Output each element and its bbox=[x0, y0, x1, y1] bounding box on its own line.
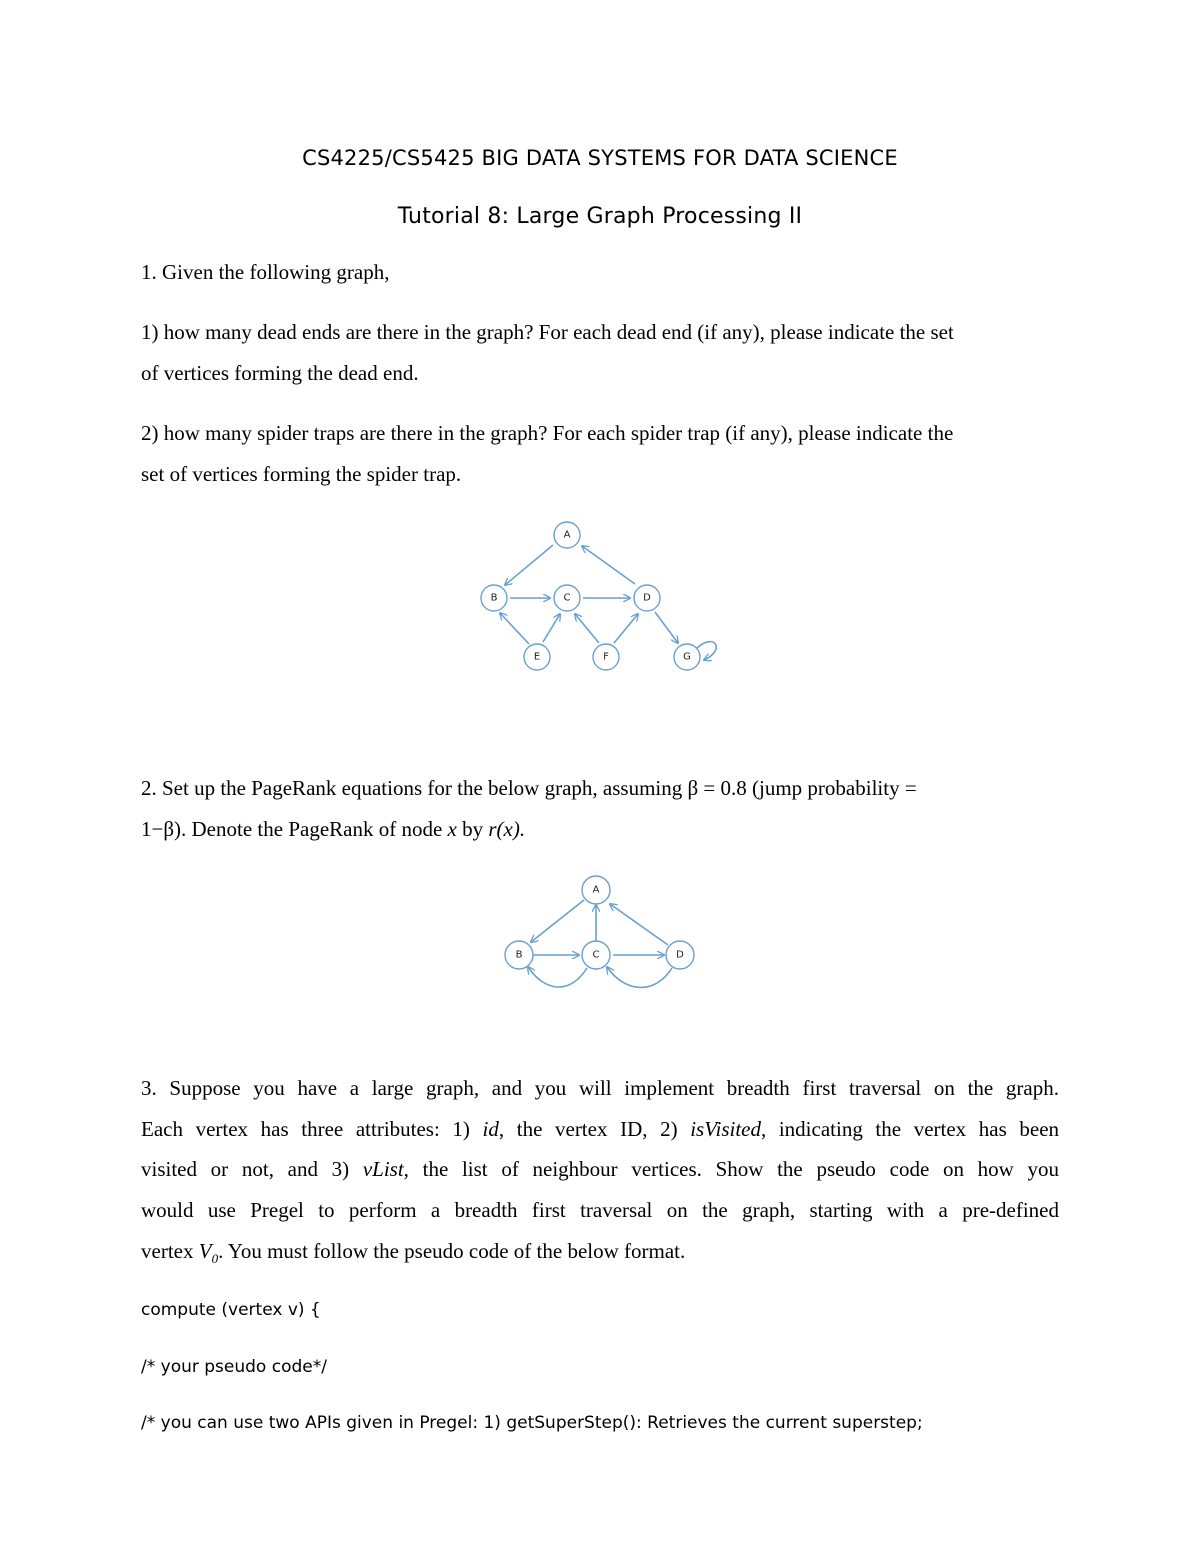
q2-line2: 1−β). Denote the PageRank of node x by r(x). bbox=[141, 817, 526, 841]
q1-part1-line2: of vertices forming the dead end. bbox=[141, 361, 419, 385]
tutorial-title: Tutorial 8: Large Graph Processing II bbox=[397, 204, 803, 229]
q3-line5: vertex $V_0$. You must follow the pseudo code of the below format. bbox=[141, 1239, 686, 1267]
node-d bbox=[634, 585, 660, 611]
edge-d-g bbox=[655, 612, 678, 643]
course-title: CS4225/CS5425 BIG DATA SYSTEMS FOR DATA SCIENCE bbox=[302, 146, 898, 170]
q1-part1-line1: 1) how many dead ends are there in the graph? For each dead end (if any), please indicate the set bbox=[141, 320, 954, 344]
node-b bbox=[481, 585, 507, 611]
svg-text:A: A bbox=[563, 529, 571, 541]
q1-intro: 1. Given the following graph, bbox=[141, 260, 390, 284]
q2-line1: 2. Set up the PageRank equations for the below graph, assuming β = 0.8 (jump probability = bbox=[141, 776, 917, 800]
svg-text:A: A bbox=[592, 884, 600, 896]
edge-c-b bbox=[528, 967, 587, 987]
svg-text:B: B bbox=[490, 592, 498, 604]
edge-d-c bbox=[607, 967, 672, 987]
code-line-1: compute (vertex v) { bbox=[141, 1300, 321, 1320]
q3-line4: would use Pregel to perform a breadth first traversal on the graph, starting with a pre-defined bbox=[141, 1198, 1059, 1222]
q1-part2-line2: set of vertices forming the spider trap. bbox=[141, 462, 462, 486]
q2-graph bbox=[495, 870, 705, 1000]
node-a bbox=[554, 522, 580, 548]
code-line-3: /* you can use two APIs given in Pregel: 1) getSuperStep(): Retrieves the current superstep; bbox=[141, 1413, 923, 1433]
q1-part2-line1: 2) how many spider traps are there in the graph? For each spider trap (if any), please indicate the bbox=[141, 421, 954, 445]
node-f bbox=[593, 644, 619, 670]
node-g bbox=[674, 644, 700, 670]
edge-d-a bbox=[582, 546, 635, 584]
node-a bbox=[582, 876, 610, 904]
svg-text:F: F bbox=[603, 651, 609, 663]
node-c bbox=[554, 585, 580, 611]
edge-f-c bbox=[575, 614, 599, 643]
node-b bbox=[505, 941, 533, 969]
edge-a-b bbox=[505, 545, 553, 585]
node-d bbox=[666, 941, 694, 969]
svg-text:C: C bbox=[592, 949, 600, 961]
q1-graph bbox=[470, 515, 730, 680]
edge-e-b bbox=[500, 613, 529, 644]
svg-text:C: C bbox=[563, 592, 571, 604]
svg-text:D: D bbox=[676, 949, 684, 961]
q3-line3: visited or not, and 3) vList, the list of neighbour vertices. Show the pseudo code on how you bbox=[141, 1157, 1059, 1181]
svg-text:D: D bbox=[643, 592, 651, 604]
edge-f-d bbox=[614, 614, 638, 643]
svg-text:G: G bbox=[683, 651, 691, 663]
node-e bbox=[524, 644, 550, 670]
edge-e-c bbox=[543, 614, 560, 642]
svg-text:B: B bbox=[515, 949, 523, 961]
q3-line2: Each vertex has three attributes: 1) id, the vertex ID, 2) isVisited, indicating the vertex has been bbox=[141, 1117, 1060, 1141]
edge-a-b bbox=[531, 900, 584, 942]
svg-text:E: E bbox=[533, 651, 541, 663]
code-line-2: /* your pseudo code*/ bbox=[141, 1357, 327, 1377]
q3-line1: 3. Suppose you have a large graph, and you will implement breadth first traversal on the graph. bbox=[141, 1076, 1059, 1100]
node-c bbox=[582, 941, 610, 969]
edge-d-a bbox=[610, 904, 668, 945]
